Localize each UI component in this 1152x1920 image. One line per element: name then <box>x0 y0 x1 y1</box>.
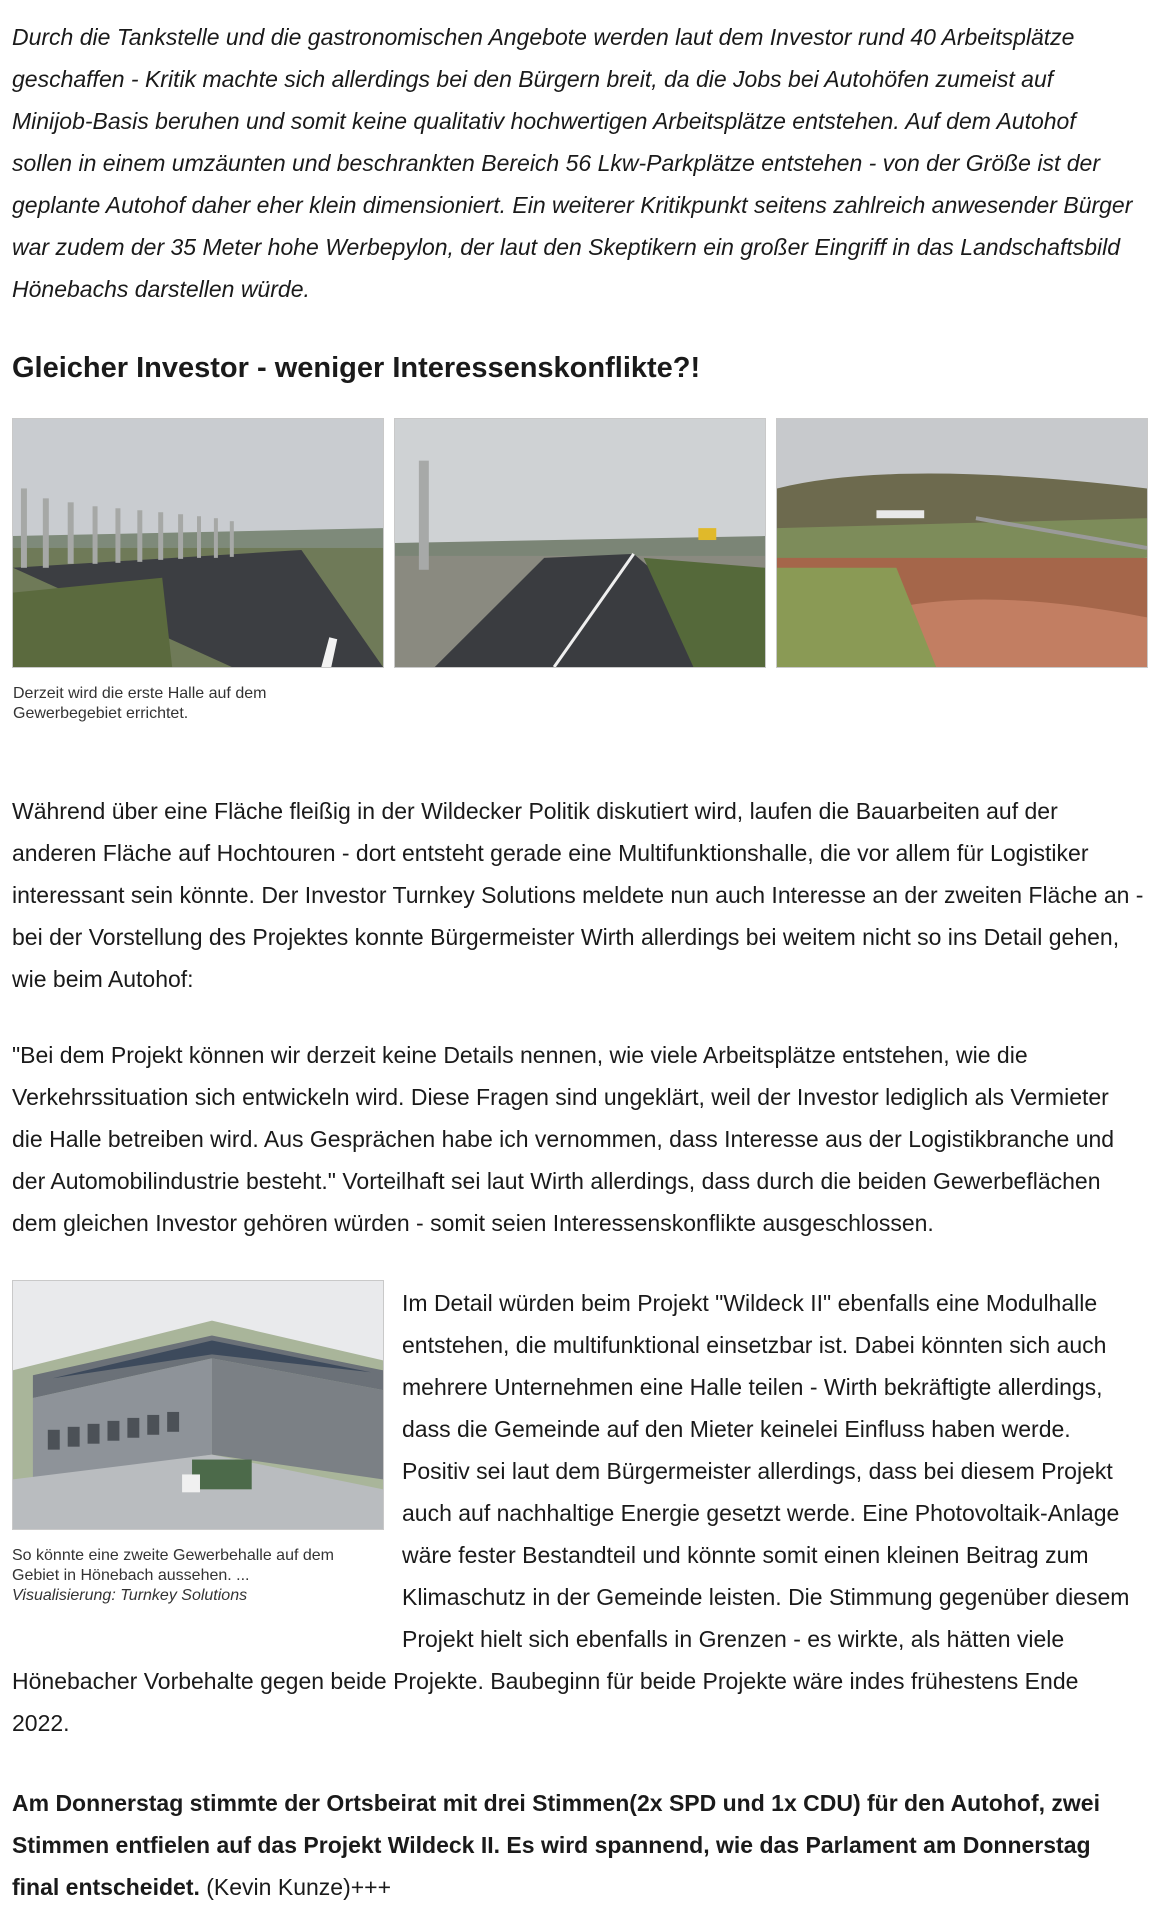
body-paragraph-2: Während über eine Fläche fleißig in der Wildecker Politik diskutiert wird, laufen die Bauarbeiten auf der anderen Fläche auf Hochtouren - dort entsteht gerade eine Multifunktionshalle, die vor allem für Logistiker interessant sein könnte. Der Investor Turnkey Solutions meldete nun auch Interesse an der zweiten Fläche an - bei der Vorstellung des Projektes konnte Bürgermeister Wirth allerdings bei weitem nicht so ins Detail gehen, wie beim Autohof: <box>12 798 1144 992</box>
float-spacer <box>12 1282 402 1660</box>
gallery-photo-road-site[interactable] <box>394 418 766 668</box>
photo-gallery <box>12 418 1140 668</box>
gallery-photo-site-landscape[interactable] <box>776 418 1148 668</box>
section-heading: Gleicher Investor - weniger Interessenskonflikte?! <box>12 352 701 384</box>
intro-paragraph: Durch die Tankstelle und die gastronomischen Angebote werden laut dem Investor rund 40 Arbeitsplätze geschaffen - Kritik machte sich allerdings bei den Bürgern breit, da die Jobs bei Autohöfen zumeist auf Minijob-Basis beruhen und somit keine qualitativ hochwertigen Arbeitsplätze entstehen. Auf dem Autohof sollen in einem umzäunten und beschrankten Bereich 56 Lkw-Parkplätze entstehen - von der Größe ist der geplante Autohof daher eher klein dimensioniert. Ein weiterer Kritikpunkt seitens zahlreich anwesender Bürger war zudem der 35 Meter hohe Werbepylon, der laut den Skeptikern ein großer Eingriff in das Landschaftsbild Hönebachs darstellen würde. <box>12 24 1133 302</box>
body-paragraph-4-text: Im Detail würden beim Projekt "Wildeck II" ebenfalls eine Modulhalle entstehen, die multifunktional einsetzbar ist. Dabei könnten sich auch mehrere Unternehmen eine Halle teilen - Wirth bekräftigte allerdings, dass die Gemeinde auf den Mieter keinelei Einfluss haben werde. Positiv sei laut dem Bürgermeister allerdings, dass bei diesem Projekt auch auf nachhaltige Energie gesetzt werde. Eine Photovoltaik-Anlage wäre fester Bestandteil und könnte somit einen kleinen Beitrag zum Klimaschutz in der Gemeinde leisten. Die Stimmung gegenüber diesem Projekt hielt sich ebenfalls in Grenzen - es wirkte, als hätten viele Hönebacher Vorbehalte gegen beide Projekte. Baubeginn für beide Projekte wäre indes frühestens Ende 2022. <box>12 1290 1130 1736</box>
closing-bold-text: Am Donnerstag stimmte der Ortsbeirat mit drei Stimmen(2x SPD und 1x CDU) für den Autohof, zwei Stimmen entfielen auf das Projekt Wildeck II. Es wird spannend, wie das Parlament am Donnerstag final entscheidet. <box>12 1790 1100 1900</box>
body-paragraph-4 <box>12 1282 1142 1744</box>
body-paragraph-5 <box>12 1782 1142 1908</box>
author-credit: (Kevin Kunze)+++ <box>199 1874 392 1900</box>
figure-caption-text: So könnte eine zweite Gewerbehalle auf dem Gebiet in Hönebach aussehen. ... <box>12 1547 334 1584</box>
figure-credit: Visualisierung: Turnkey Solutions <box>12 1587 248 1604</box>
body-paragraph-3: "Bei dem Projekt können wir derzeit keine Details nennen, wie viele Arbeitsplätze entstehen, wie die Verkehrssituation sich entwickeln wird. Diese Fragen sind ungeklärt, weil der Investor lediglich als Vermieter die Halle betreiben wird. Aus Gesprächen habe ich vernommen, dass Interesse aus der Logistikbranche und der Automobilindustrie besteht." Vorteilhaft sei laut Wirth allerdings, dass durch die beiden Gewerbeflächen dem gleichen Investor gehören würden - somit seien Interessenskonflikte ausgeschlossen. <box>12 1042 1115 1236</box>
gallery-photo-construction-columns[interactable] <box>12 418 384 668</box>
gallery-caption: Derzeit wird die erste Halle auf dem Gewerbegebiet errichtet. <box>13 685 267 722</box>
